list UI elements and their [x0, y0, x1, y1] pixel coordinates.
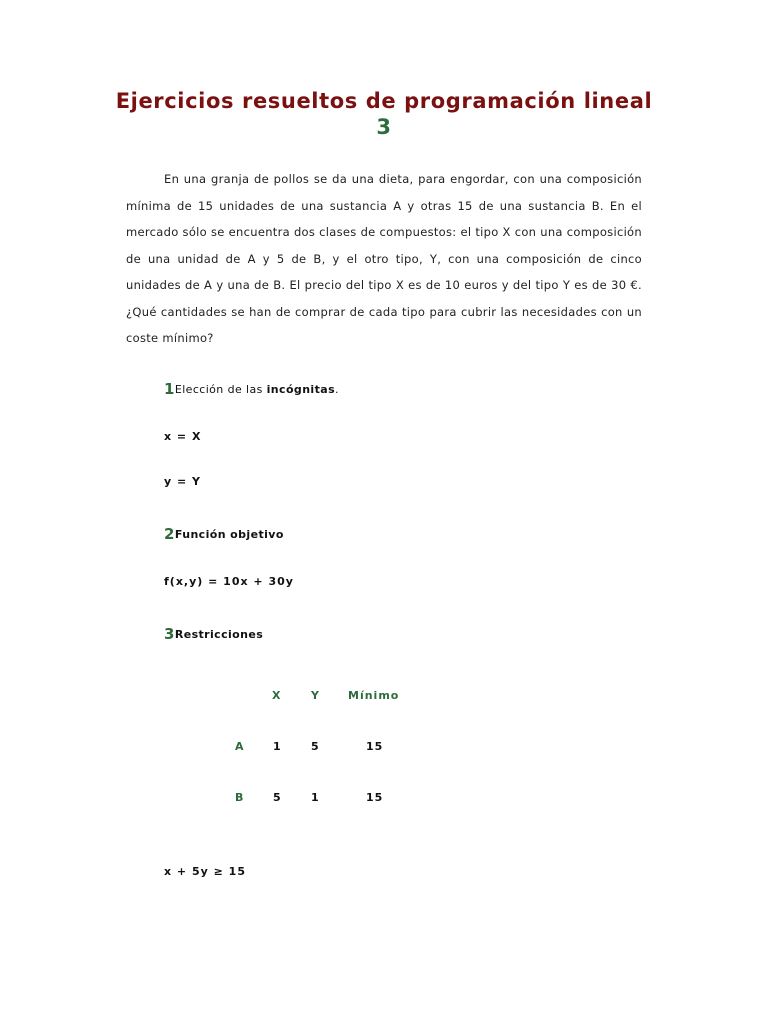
title-number: 3	[376, 115, 392, 139]
step-3	[164, 625, 263, 643]
table-header-x: X	[272, 689, 282, 702]
table-row-b-x: 5	[273, 791, 282, 804]
var-x: x = X	[164, 430, 202, 443]
step-3-number: 3	[164, 625, 175, 643]
objective-function: f(x,y) = 10x + 30y	[164, 575, 294, 588]
table-row-b-label: B	[235, 791, 245, 804]
problem-statement: En una granja de pollos se da una dieta, para engordar, con una composición mínima de 15 unidades de una sustancia A y otras 15 de una sustancia B. En el mercado sólo se encuentra dos clases de compuestos: el tipo X con una composición de una unidad de A y 5 de B, y el otro tipo, Y, con una composición de cinco unidades de A y una de B. El precio del tipo X es de 10 euros y del tipo Y es de 30 €. ¿Qué cantidades se han de comprar de cada tipo para cubrir las necesidades con un coste mínimo?	[126, 172, 642, 345]
title-text: Ejercicios resueltos de programación lineal	[115, 89, 653, 113]
step-1	[164, 380, 339, 398]
step-2-label: Función objetivo	[174, 528, 284, 541]
step-1-label-suffix: .	[335, 383, 339, 396]
step-1-label-prefix: Elección de las	[174, 383, 267, 396]
table-row-a-min: 15	[366, 740, 384, 753]
table-header-minimo: Mínimo	[348, 689, 400, 702]
step-1-label-bold: incógnitas	[266, 383, 336, 396]
constraint-1: x + 5y ≥ 15	[164, 865, 246, 878]
step-2-number: 2	[164, 525, 175, 543]
page-title	[110, 88, 658, 140]
table-row-a-label: A	[235, 740, 245, 753]
table-row-b-y: 1	[311, 791, 320, 804]
table-row-a-y: 5	[311, 740, 320, 753]
var-y: y = Y	[164, 475, 202, 488]
step-3-label: Restricciones	[174, 628, 264, 641]
table-header-y: Y	[311, 689, 320, 702]
table-row-b-min: 15	[366, 791, 384, 804]
step-1-number: 1	[164, 380, 175, 398]
step-2	[164, 525, 284, 543]
table-row-a-x: 1	[273, 740, 282, 753]
